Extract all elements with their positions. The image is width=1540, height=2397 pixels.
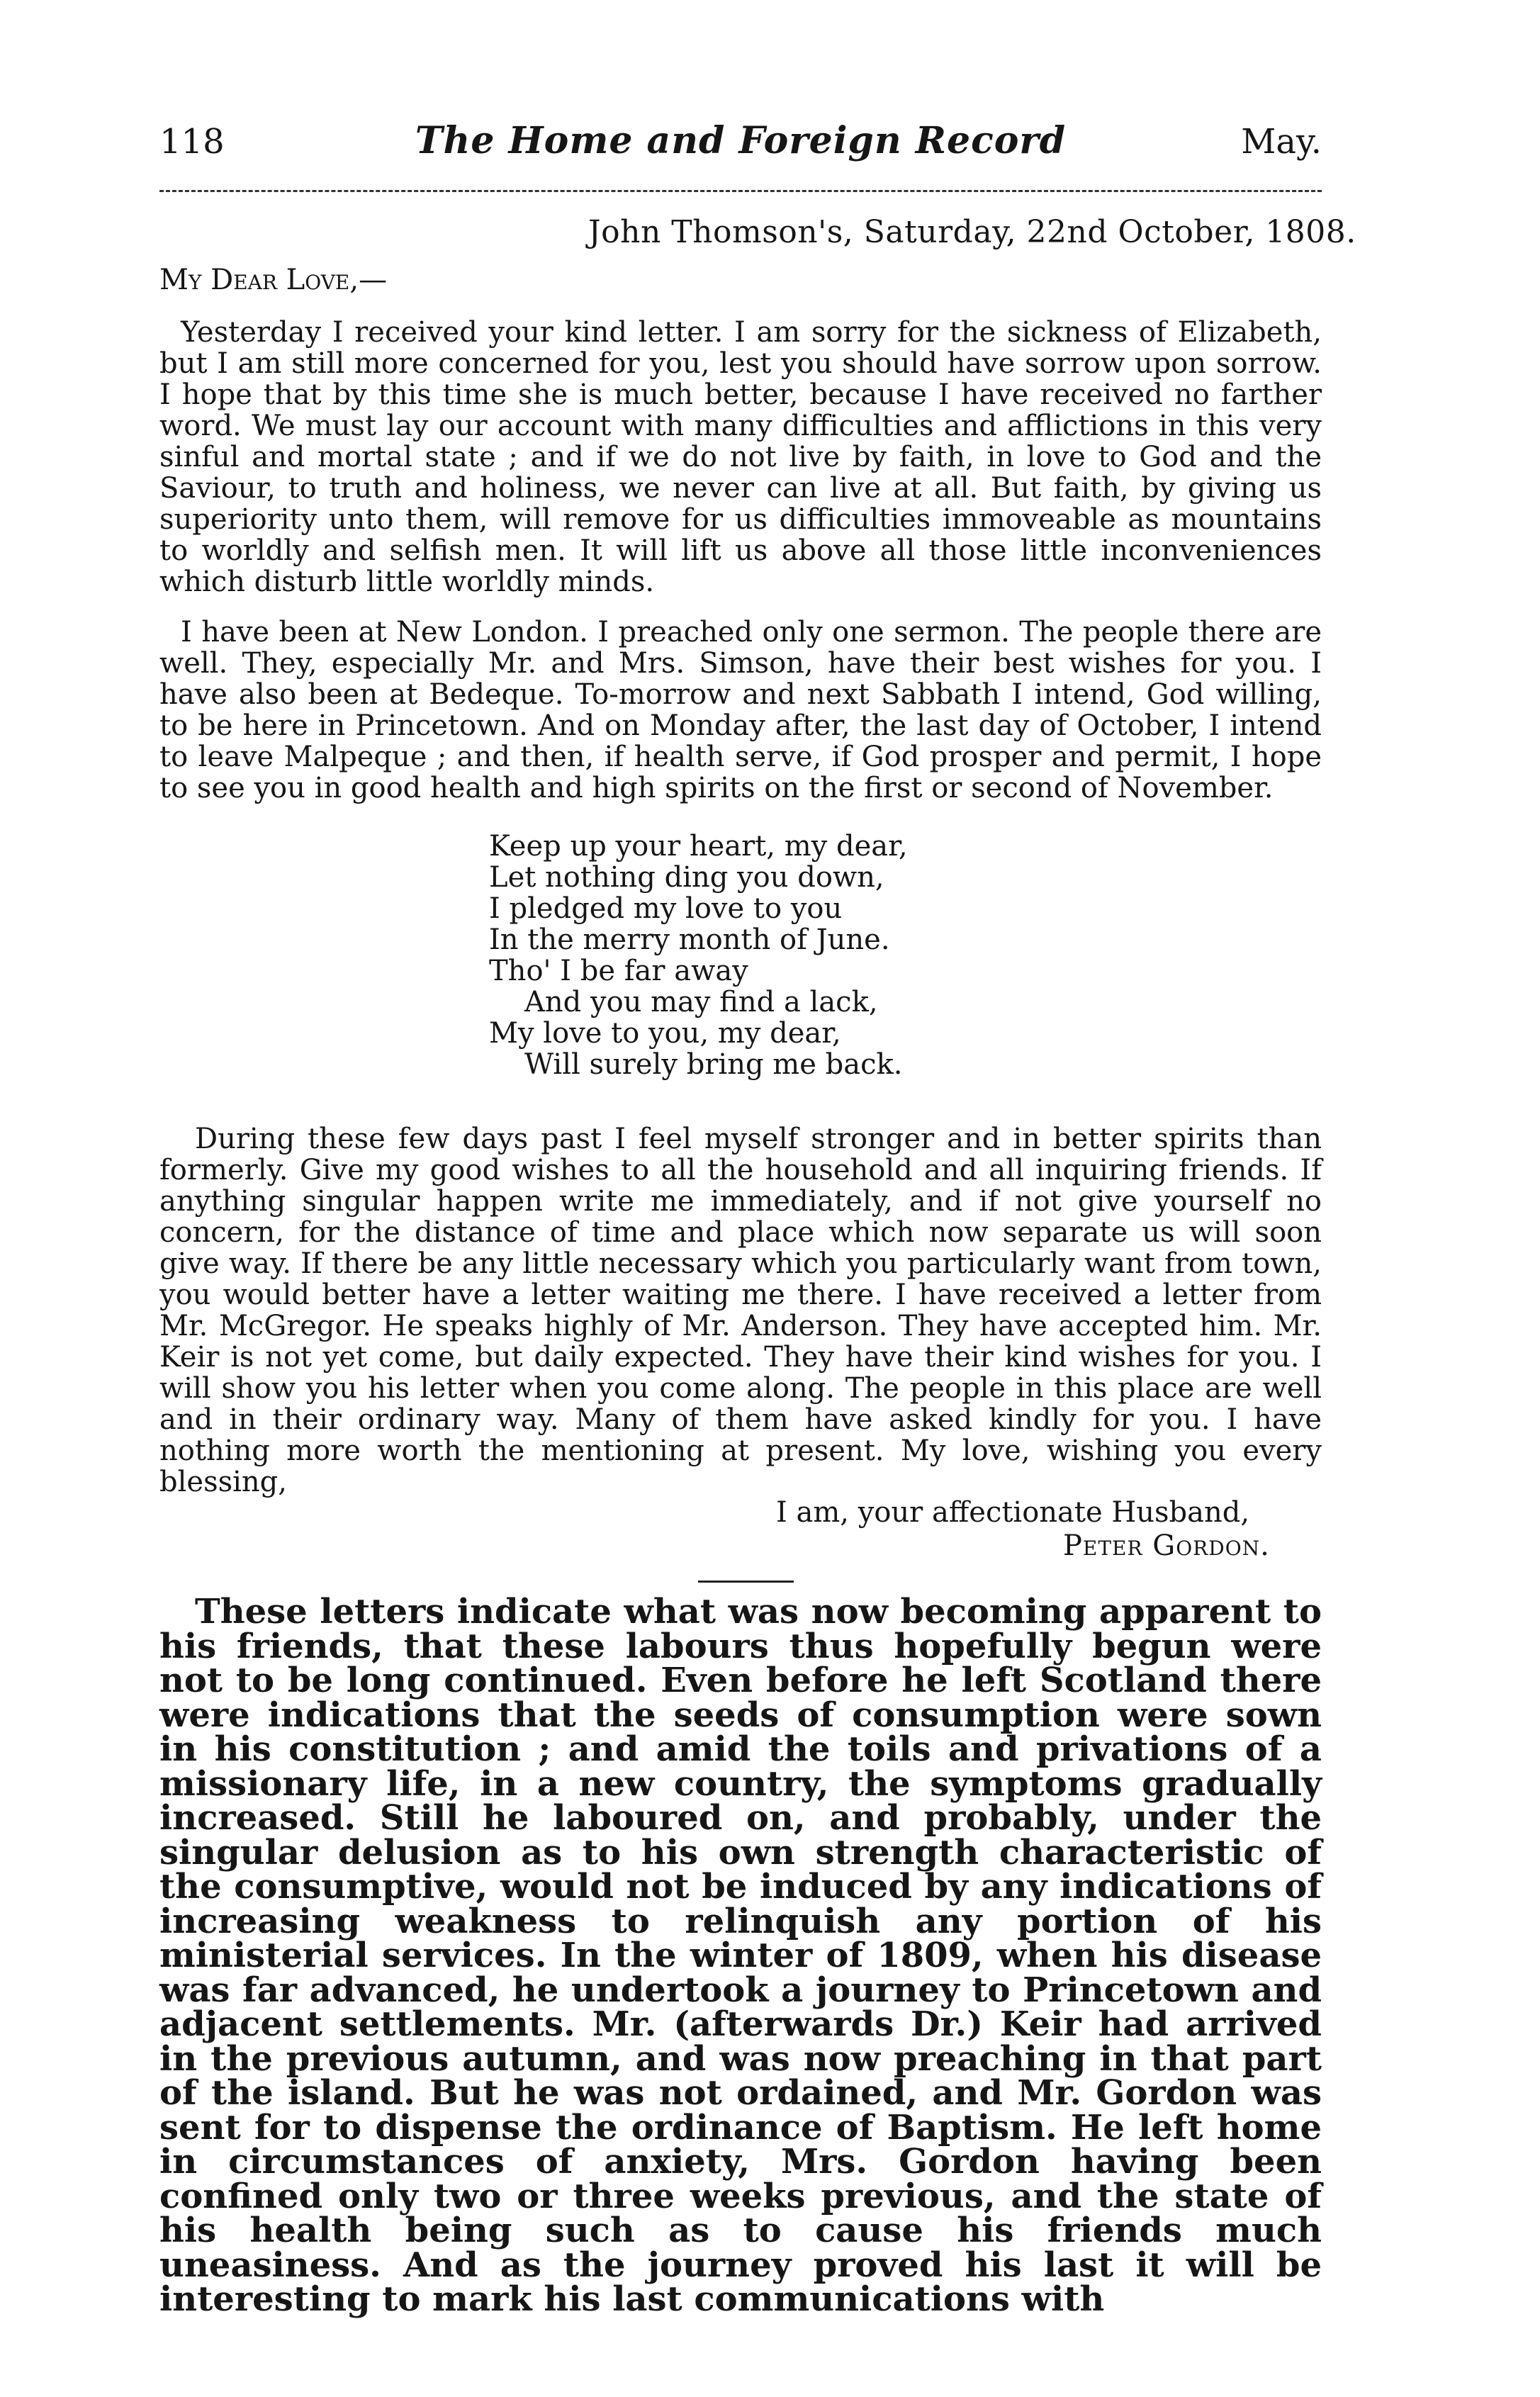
header-rule (159, 190, 1322, 192)
letter-paragraph-2: I have been at New London. I preached only one sermon. The people there are well. They, especially Mr. and Mrs. Simson, have their best wishes for you. I have also been at Bedeque. To-morrow and next Sabbath I intend, God willing, to be here in Princetown. And on Monday after, the last day of October, I intend to leave Malpeque ; and then, if health serve, if God prosper and permit, I hope to see you in good health and high spirits on the first or second of November. (159, 616, 1322, 804)
letter-closing: I am, your affectionate Husband, (776, 1496, 1250, 1529)
poem-line: I pledged my love to you (489, 892, 843, 925)
poem-line: And you may find a lack, (524, 986, 878, 1018)
section-divider (698, 1581, 794, 1583)
poem-line: Will surely bring me back. (524, 1048, 903, 1081)
poem-line: In the merry month of June. (489, 924, 890, 956)
running-month: May. (1241, 122, 1322, 162)
journal-title: The Home and Foreign Record (415, 119, 1067, 162)
poem-line: My love to you, my dear, (489, 1017, 841, 1050)
poem-line: Tho' I be far away (489, 955, 748, 987)
letter-paragraph-3: During these few days past I feel myself stronger and in better spirits than formerly. Give my good wishes to all the household and all inquiring friends. If anything singular happen write me immediately, and if not give yourself no concern, for the distance of time and place which now separate us will soon give way. If there be any little necessary which you particularly want from town, you would better have a letter waiting me there. I have received a letter from Mr. McGregor. He speaks highly of Mr. Anderson. They have accepted him. Mr. Keir is not yet come, but daily expected. They have their kind wishes for you. I will show you his letter when you come along. The people in this place are well and in their ordinary way. Many of them have asked kindly for you. I have nothing more worth the mentioning at present. My love, wishing you every blessing, (159, 1123, 1322, 1498)
letter-signature: Peter Gordon. (1063, 1529, 1270, 1562)
poem-line: Let nothing ding you down, (489, 861, 884, 894)
letter-salutation: My Dear Love,— (159, 264, 388, 296)
page-number: 118 (159, 122, 225, 162)
letter-paragraph-1: Yesterday I received your kind letter. I am sorry for the sickness of Elizabeth, but I am still more concerned for you, lest you should have sorrow upon sorrow. I hope that by this time she is much better, because I have received no farther word. We must lay our account with many difficulties and afflictions in this very sinful and mortal state ; and if we do not live by faith, in love to God and the Saviour, to truth and holiness, we never can live at all. But faith, by giving us superiority unto them, will remove for us difficulties immoveable as mountains to worldly and selfish men. It will lift us above all those little inconveniences which disturb little worldly minds. (159, 316, 1322, 598)
narrative-paragraph: These letters indicate what was now becoming apparent to his friends, that these labours thus hopefully begun were not to be long continued. Even before he left Scotland there were indications that the seeds of consumption were sown in his constitution ; and amid the toils and privations of a missionary life, in a new country, the symptoms gradually increased. Still he laboured on, and probably, under the singular delusion as to his own strength characteristic of the consumptive, would not be induced by any indications of increasing weakness to relinquish any portion of his ministerial services. In the winter of 1809, when his disease was far advanced, he undertook a journey to Princetown and adjacent settlements. Mr. (afterwards Dr.) Keir had arrived in the previous autumn, and was now preaching in that part of the island. But he was not ordained, and Mr. Gordon was sent for to dispense the ordinance of Baptism. He left home in circumstances of anxiety, Mrs. Gordon having been confined only two or three weeks previous, and the state of his health being such as to cause his friends much uneasiness. And as the journey proved his last it will be interesting to mark his last communications with (159, 1592, 1322, 2319)
running-header (159, 119, 1322, 172)
poem-stanza (489, 831, 908, 1080)
poem-line: Keep up your heart, my dear, (489, 830, 908, 863)
letter-dateline: John Thomson's, Saturday, 22nd October, 1808. (588, 214, 1356, 250)
